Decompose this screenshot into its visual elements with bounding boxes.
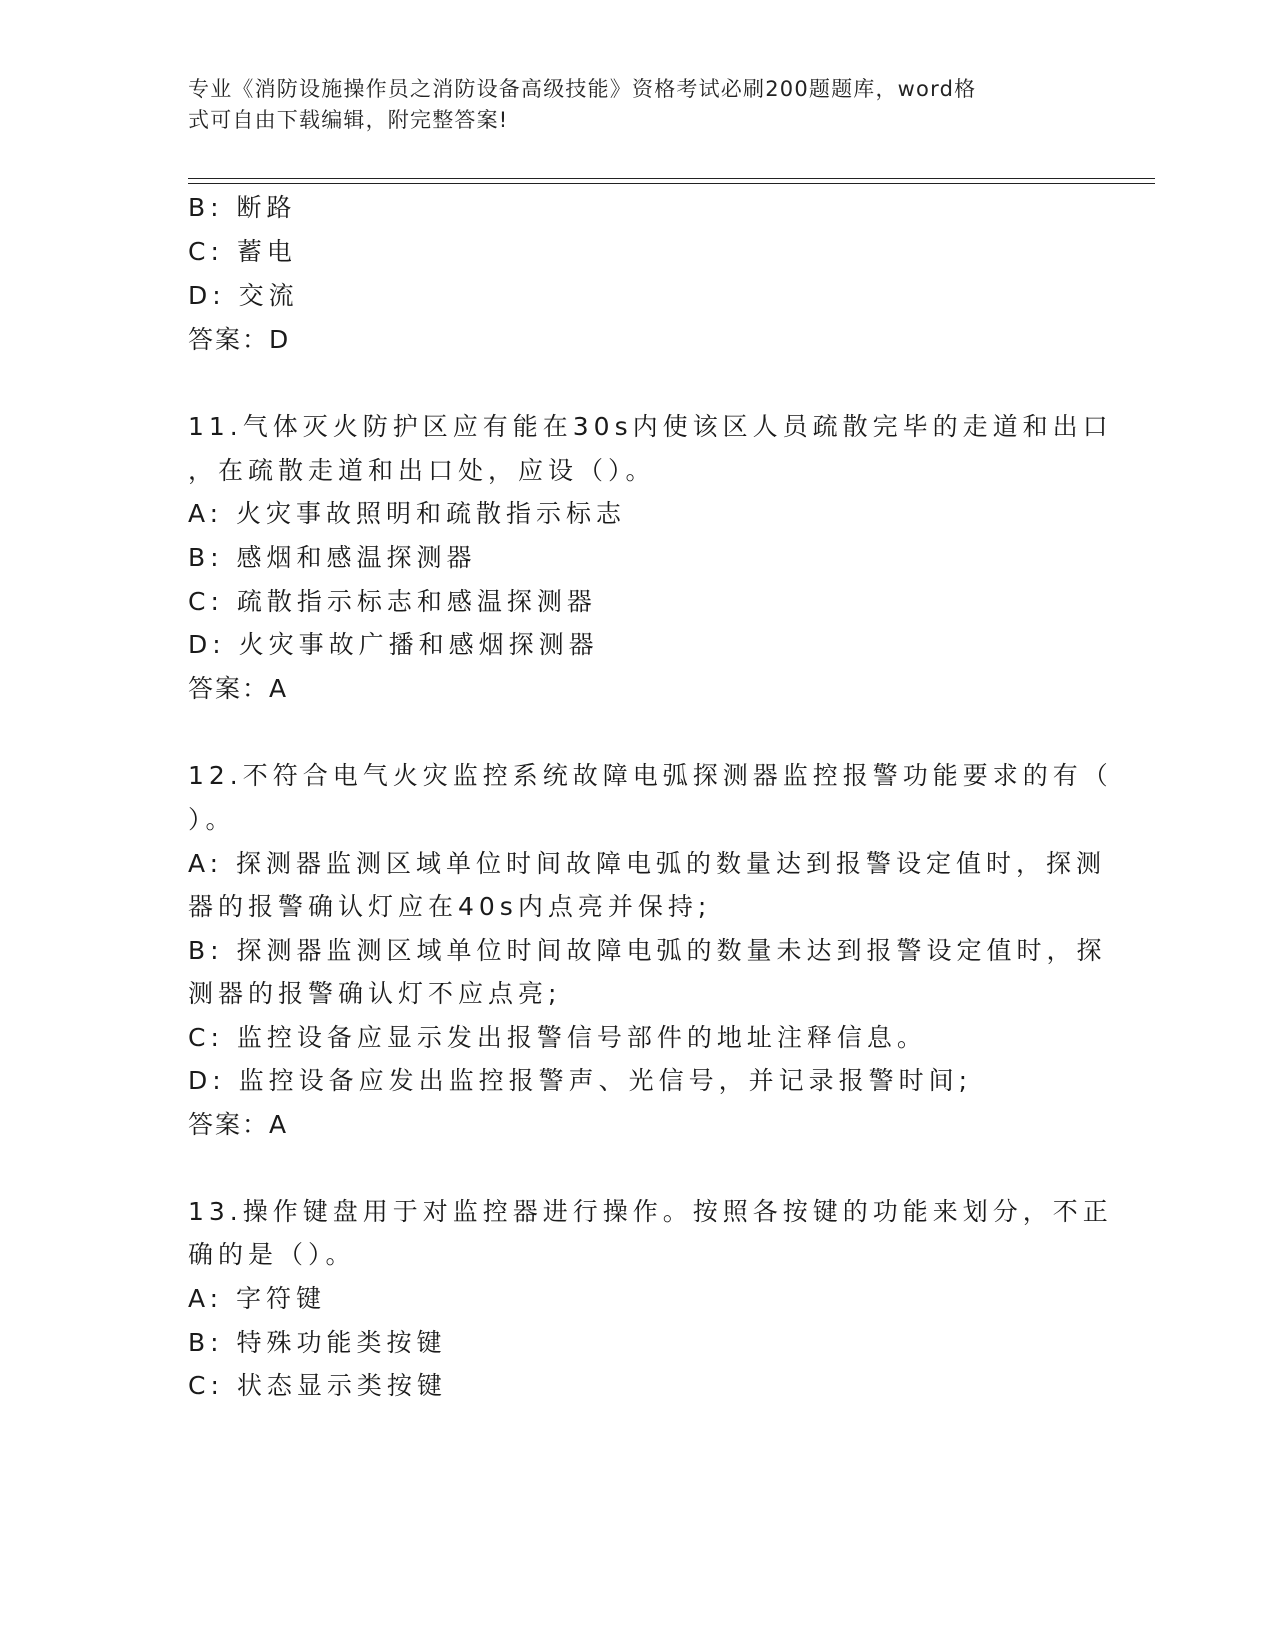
- page-header: [188, 74, 1068, 136]
- q13-option-a: A: 字符键: [188, 1284, 327, 1313]
- header-line-2: 式可自由下载编辑，附完整答案!: [188, 108, 509, 132]
- q11-option-a: A: 火灾事故照明和疏散指示标志: [188, 499, 627, 528]
- q11-stem-line-1: 11.气体灭火防护区应有能在30s内使该区人员疏散完毕的走道和出口: [188, 412, 1113, 441]
- q11-option-b: B: 感烟和感温探测器: [188, 543, 477, 572]
- q13-option-c: C: 状态显示类按键: [188, 1371, 447, 1400]
- q12-stem-line-2: ）。: [188, 805, 236, 834]
- q11-stem-line-2: ，在疏散走道和出口处，应设（）。: [188, 456, 656, 485]
- q10-option-d: D: 交流: [188, 281, 299, 310]
- q12-answer: 答案：A: [188, 1110, 289, 1139]
- q11-option-c: C: 疏散指示标志和感温探测器: [188, 587, 597, 616]
- q13-stem-line-2: 确的是（）。: [188, 1240, 356, 1269]
- header-divider-top: [188, 178, 1155, 179]
- q12-option-d: D: 监控设备应发出监控报警声、光信号，并记录报警时间;: [188, 1066, 973, 1095]
- header-line-1: 专业《消防设施操作员之消防设备高级技能》资格考试必刷200题题库，word格: [188, 77, 977, 101]
- q12-option-a-line-2: 器的报警确认灯应在40s内点亮并保持;: [188, 892, 712, 921]
- q13-option-b: B: 特殊功能类按键: [188, 1328, 447, 1357]
- q12-option-a-line-1: A: 探测器监测区域单位时间故障电弧的数量达到报警设定值时，探测: [188, 849, 1107, 878]
- q12-option-b-line-1: B: 探测器监测区域单位时间故障电弧的数量未达到报警设定值时，探: [188, 936, 1107, 965]
- q10-option-c: C: 蓄电: [188, 237, 297, 266]
- q11-option-d: D: 火灾事故广播和感烟探测器: [188, 630, 599, 659]
- q12-option-c: C: 监控设备应显示发出报警信号部件的地址注释信息。: [188, 1023, 927, 1052]
- q10-answer: 答案：D: [188, 325, 291, 354]
- q12-stem-line-1: 12.不符合电气火灾监控系统故障电弧探测器监控报警功能要求的有（: [188, 761, 1113, 790]
- q11-answer: 答案：A: [188, 674, 289, 703]
- q13-stem-line-1: 13.操作键盘用于对监控器进行操作。按照各按键的功能来划分，不正: [188, 1197, 1113, 1226]
- q12-option-b-line-2: 测器的报警确认灯不应点亮;: [188, 979, 562, 1008]
- q10-option-b: B: 断路: [188, 193, 297, 222]
- header-divider-bottom: [188, 183, 1155, 184]
